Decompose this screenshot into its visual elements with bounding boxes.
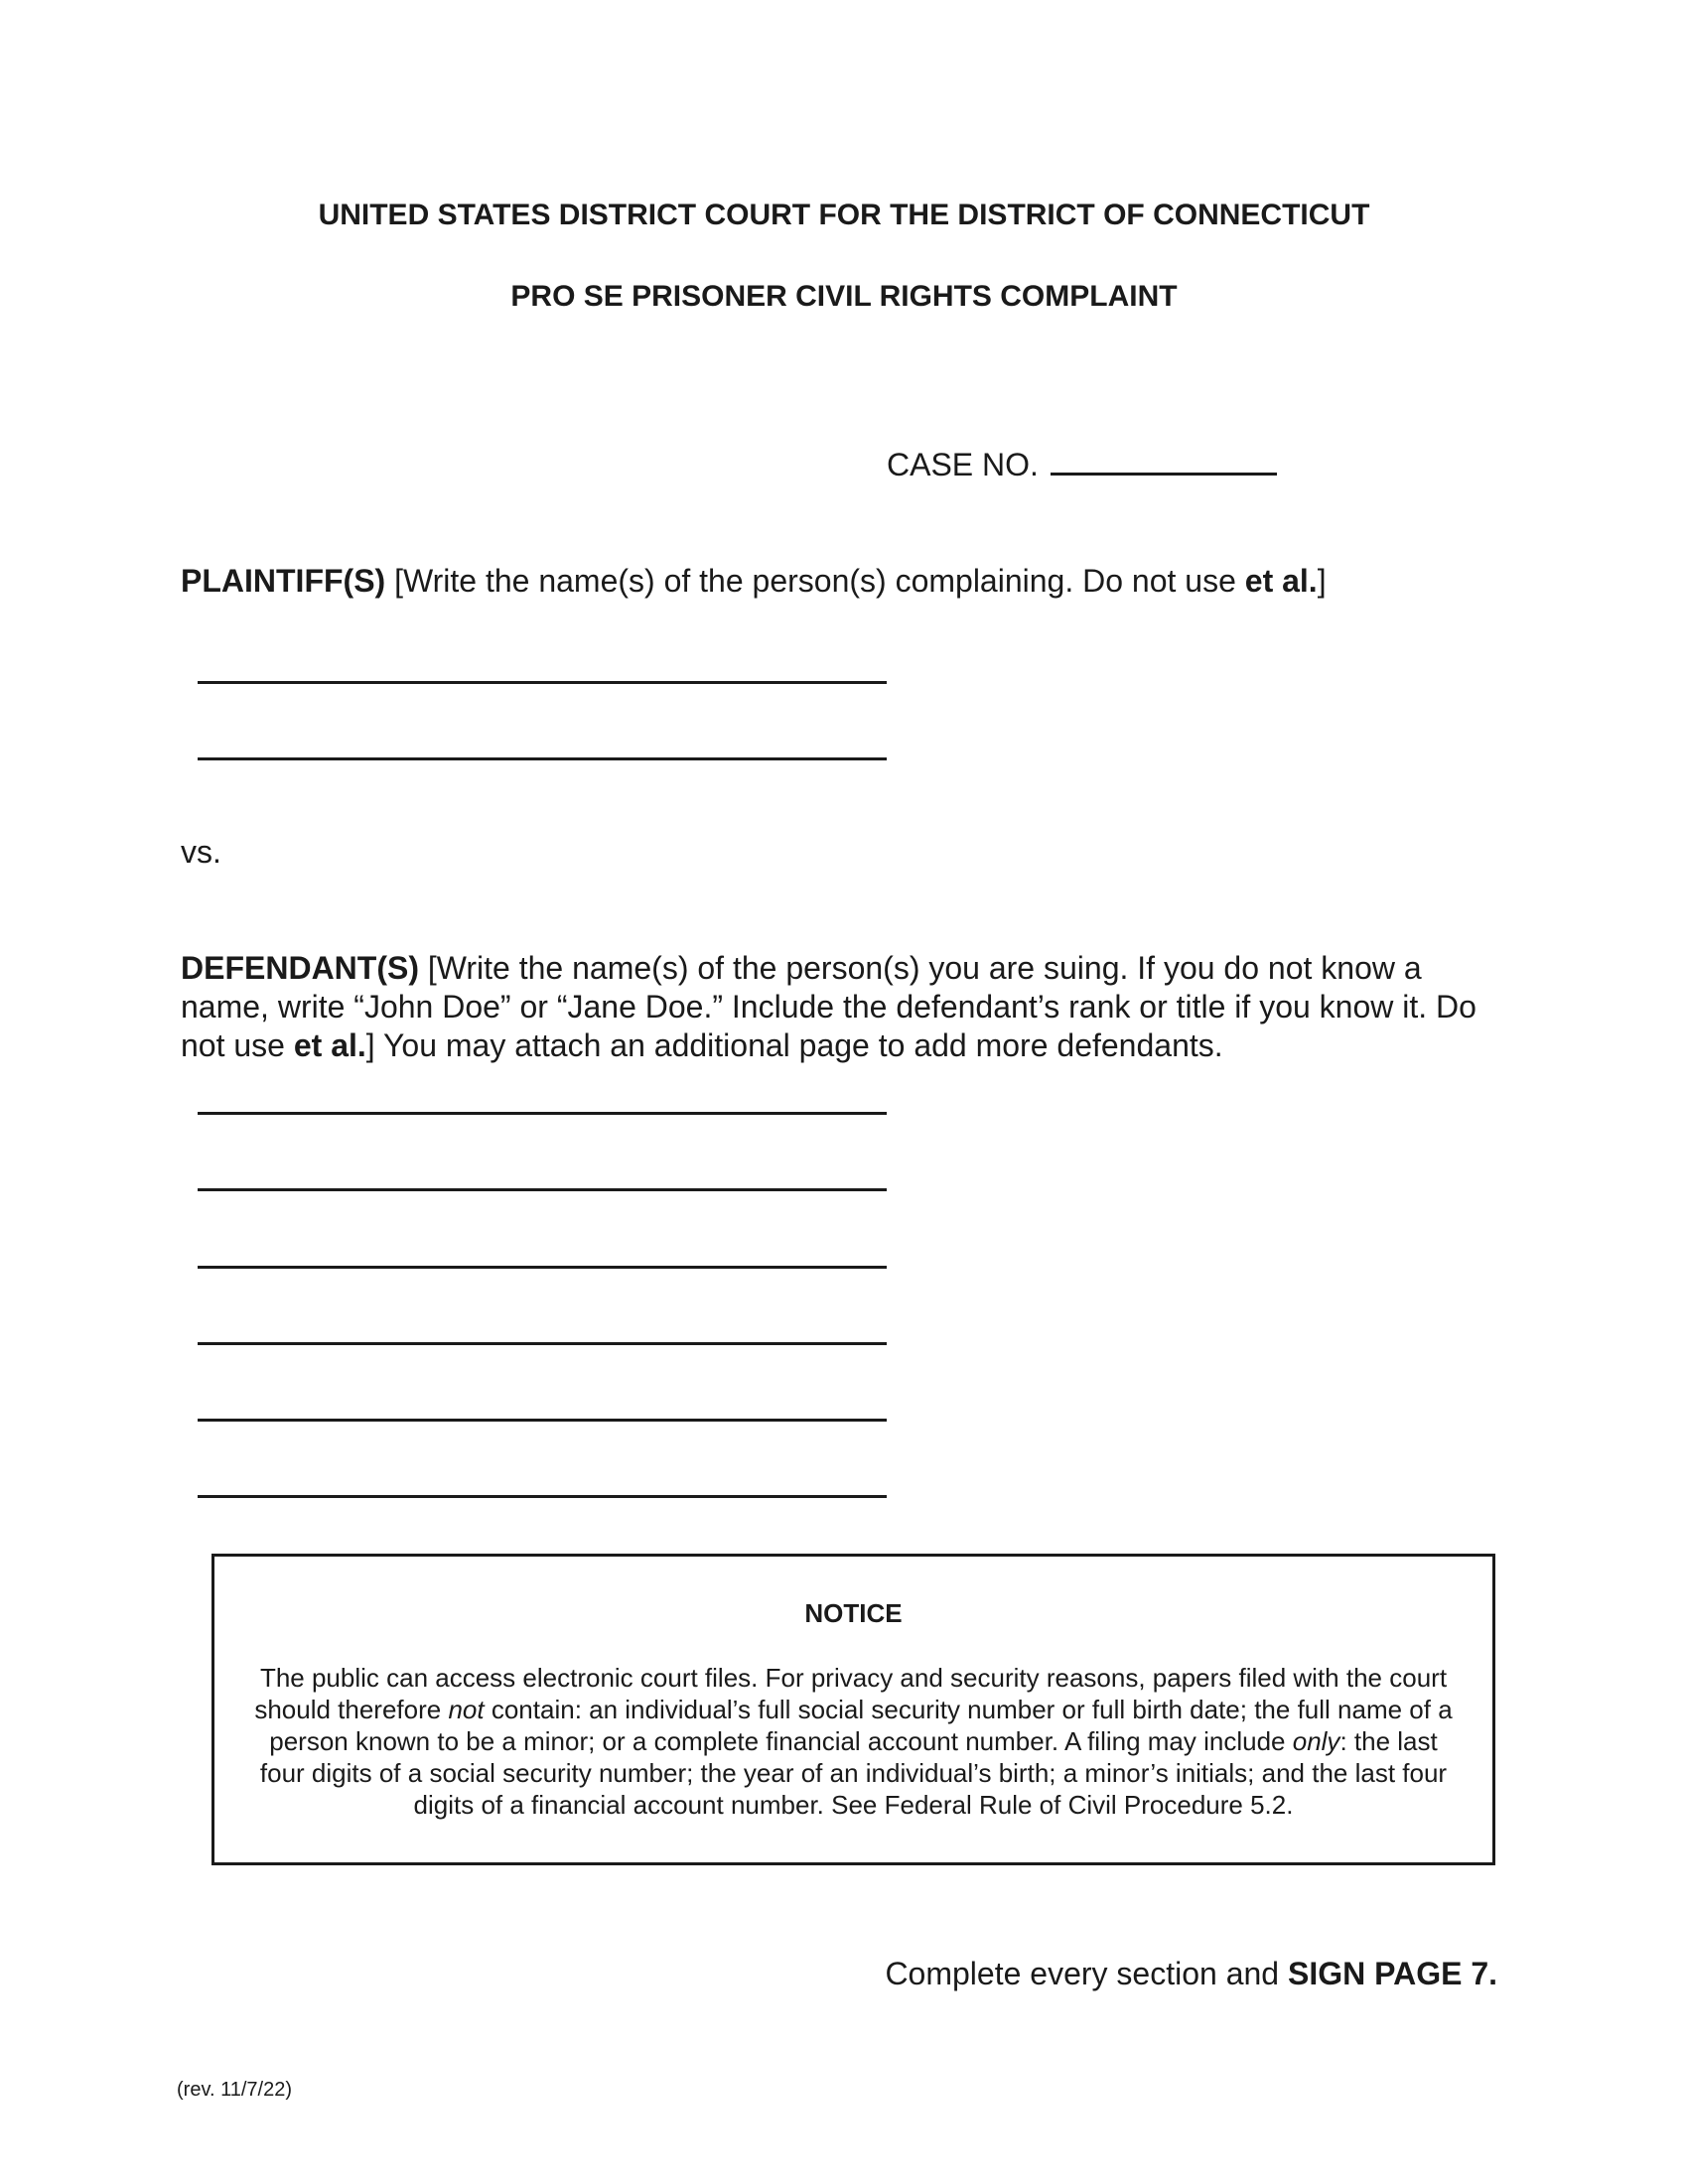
- case-number: [887, 443, 1277, 483]
- privacy-notice-box: [211, 1554, 1495, 1865]
- sign-page-label: SIGN PAGE 7.: [1287, 1956, 1497, 1991]
- revision-date: (rev. 11/7/22): [177, 2079, 292, 2101]
- notice-not: not: [448, 1695, 485, 1724]
- defendant-etal: et al.: [293, 1027, 366, 1063]
- defendant-name-line-4[interactable]: [198, 1342, 887, 1345]
- plaintiff-instruction-end: ]: [1317, 563, 1327, 599]
- plaintiff-instruction-text: [Write the name(s) of the person(s) complaining. Do not use: [385, 563, 1245, 599]
- plaintiff-name-line-2[interactable]: [198, 757, 887, 760]
- defendant-instruction-text: [Write the name(s) of the person(s) you are suing. If you do not know a name, write “John Doe” or “Jane Doe.” Include the defendant’s rank or title if you know it. Do not use: [181, 950, 1477, 1063]
- defendant-name-line-3[interactable]: [198, 1266, 887, 1269]
- notice-title: NOTICE: [804, 1598, 903, 1628]
- defendant-name-line-6[interactable]: [198, 1495, 887, 1498]
- defendant-instruction-end: ] You may attach an additional page to add more defendants.: [365, 1027, 1223, 1063]
- defendant-instructions: [181, 949, 1511, 1065]
- case-number-label: CASE NO.: [887, 447, 1039, 482]
- case-number-field[interactable]: [1051, 443, 1277, 476]
- court-title: UNITED STATES DISTRICT COURT FOR THE DISTRICT OF CONNECTICUT: [318, 199, 1370, 231]
- defendant-label: DEFENDANT(S): [181, 950, 419, 986]
- sign-instruction: [596, 1956, 1497, 1992]
- notice-body: [244, 1662, 1463, 1821]
- versus: vs.: [181, 834, 221, 870]
- plaintiff-label: PLAINTIFF(S): [181, 563, 386, 599]
- plaintiff-etal: et al.: [1244, 563, 1318, 599]
- form-title: PRO SE PRISONER CIVIL RIGHTS COMPLAINT: [510, 280, 1178, 313]
- sign-instruction-text: Complete every section and: [885, 1956, 1288, 1991]
- defendant-name-line-2[interactable]: [198, 1188, 887, 1191]
- notice-text-2: contain: an individual’s full social security number or full birth date; the full name of a person known to be a minor; or a complete financial account number. A filing may include: [269, 1695, 1453, 1756]
- notice-only: only: [1292, 1726, 1340, 1756]
- plaintiff-name-line-1[interactable]: [198, 681, 887, 684]
- plaintiff-instructions: [181, 562, 1511, 601]
- notice-text-1: The public can access electronic court files. For privacy and security reasons, papers filed with the court should therefore: [254, 1663, 1448, 1724]
- notice-text-3: : the last four digits of a social security number; the year of an individual’s birth; a minor’s initials; and the last four digits of a financial account number. See Federal Rule of Civil Procedure 5.2.: [259, 1726, 1448, 1820]
- defendant-name-line-5[interactable]: [198, 1419, 887, 1422]
- defendant-name-line-1[interactable]: [198, 1112, 887, 1115]
